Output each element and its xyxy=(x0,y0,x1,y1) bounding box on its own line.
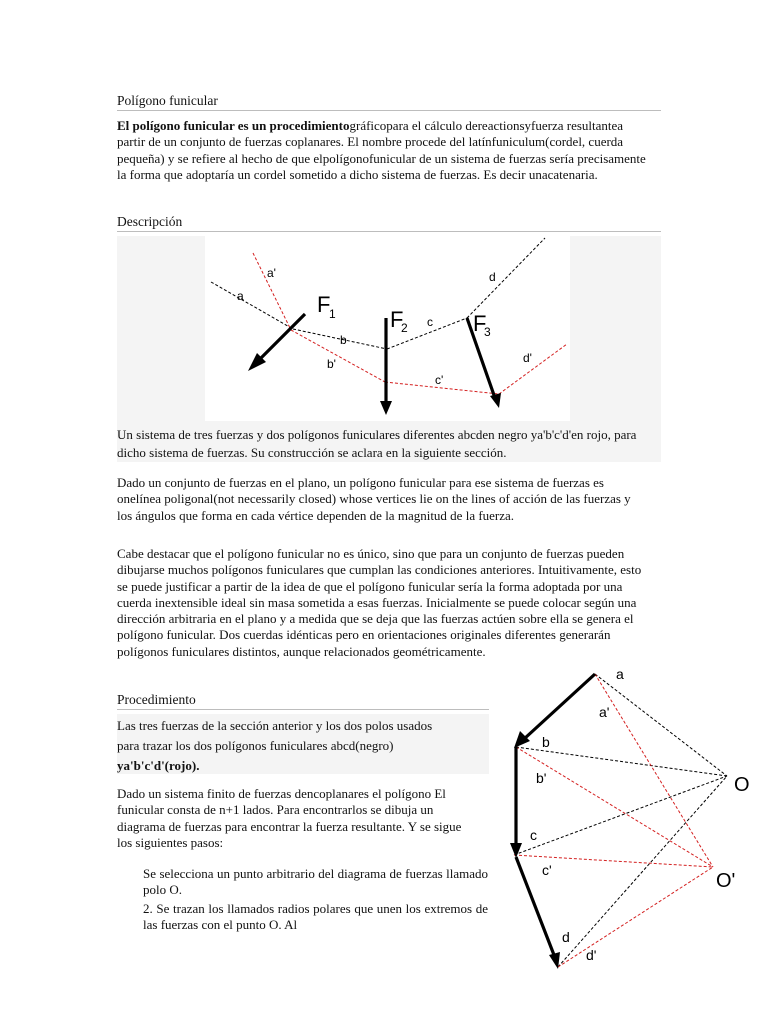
label-ray-c-prime: c' xyxy=(542,862,552,878)
figure1-caption: Un sistema de tres fuerzas y dos polígonos funiculares diferentes abcden negro ya'b'c'd'en rojo, para dicho sistema de fuerzas. Su construcción se aclara en la siguiente sección. xyxy=(117,427,637,460)
label-d: d xyxy=(489,270,496,284)
procedure-caption-bold: ya'b'c'd'(rojo). xyxy=(117,758,200,773)
label-f3: F xyxy=(473,311,487,336)
label-ray-d: d xyxy=(562,929,570,945)
label-f2: F xyxy=(390,307,404,332)
description-paragraph-1: Dado un conjunto de fuerzas en el plano, un polígono funicular para ese sistema de fuerzas es onelínea poligonal(not necessarily closed) whose vertices lie on the lines of acción de las fuerzas y los ángulos que forma en cada vértice dependen de la magnitud de la fuerza. xyxy=(117,475,631,523)
label-ray-a-prime: a' xyxy=(599,704,610,720)
label-f1-subscript: 1 xyxy=(329,307,336,321)
label-c: c xyxy=(427,315,433,329)
procedure-caption-text: Las tres fuerzas de la sección anterior y los dos polos usados para trazar los dos polígonos funiculares abcd(negro) xyxy=(117,718,433,753)
intro-text: gráficopara el cálculo dereactionsyfuerza resultantea partir de un conjunto de fuerzas coplanares. El nombre procede del latínfuniculum(cordel, cuerda pequeña) y se refiere al hecho de que elpolígonofunicular de un sistema de fuerzas sería precisamente la forma que adoptaría un cordel sometido a dicho sistema de fuerzas. Es decir unacatenaria. xyxy=(117,118,646,182)
description-paragraph-2: Cabe destacar que el polígono funicular no es único, sino que para un conjunto de fuerzas pueden dibujarse muchos polígonos funiculares que cumplan las condiciones anteriores. Intuitivamente, esto se puede justificar a partir de la idea de que el polígono funicular sería la forma adoptada por una cuerda inextensible ideal sin masa sometida a esas fuerzas. Inicialmente se puede colocar según una dirección arbitraria en el plano y a medida que se deja que las fuerzas actúen sobre ella se genera el polígono funicular. Dos cuerdas idénticas pero en orientaciones originales diferentes generarán polígonos funiculares distintos, aunque relacionados geométricamente. xyxy=(117,546,642,659)
label-ray-d-prime: d' xyxy=(586,947,597,963)
procedure-step-1 xyxy=(143,866,488,899)
intro-paragraph xyxy=(117,118,647,183)
label-ray-c: c xyxy=(530,827,537,843)
label-b-prime: b' xyxy=(327,357,336,371)
label-f1: F xyxy=(317,292,331,317)
procedure-step-2 xyxy=(143,901,488,934)
label-pole-o-prime: O' xyxy=(716,870,736,892)
label-ray-b-prime: b' xyxy=(536,770,547,786)
label-a-prime: a' xyxy=(267,266,276,280)
procedure-paragraph: Dado un sistema finito de fuerzas dencoplanares el polígono El funicular consta de n+1 lados. Para encontrarlos se dibuja un diagrama de fuerzas para encontrar la fuerza resultante. Y se sigue los siguientes pasos: xyxy=(117,786,462,850)
label-ray-b: b xyxy=(542,734,550,750)
label-f3-subscript: 3 xyxy=(484,325,491,339)
step-2-text: Se trazan los llamados radios polares que unen los extremos de las fuerzas con el punto O. Al xyxy=(143,900,488,932)
step-2-marker: 2. xyxy=(143,900,153,916)
section-title-descripcion: Descripción xyxy=(117,214,661,232)
label-b: b xyxy=(340,333,347,347)
label-pole-o: O xyxy=(734,774,750,796)
label-a: a xyxy=(237,289,244,303)
label-d-prime: d' xyxy=(523,351,532,365)
label-ray-a: a xyxy=(616,666,624,682)
force-diagram-figure xyxy=(500,665,768,985)
funicular-polygon-figure xyxy=(205,236,570,421)
procedure-caption xyxy=(117,716,457,776)
procedure-steps-list xyxy=(143,866,488,935)
intro-bold-text: El polígono funicular es un procedimiento xyxy=(117,118,350,133)
label-f2-subscript: 2 xyxy=(401,321,408,335)
section-title-poligono-funicular: Polígono funicular xyxy=(117,93,661,111)
step-1-text: Se selecciona un punto arbitrario del diagrama de fuerzas llamado polo O. xyxy=(143,866,488,898)
label-c-prime: c' xyxy=(435,373,444,387)
section-title-procedimiento: Procedimiento xyxy=(117,692,489,710)
